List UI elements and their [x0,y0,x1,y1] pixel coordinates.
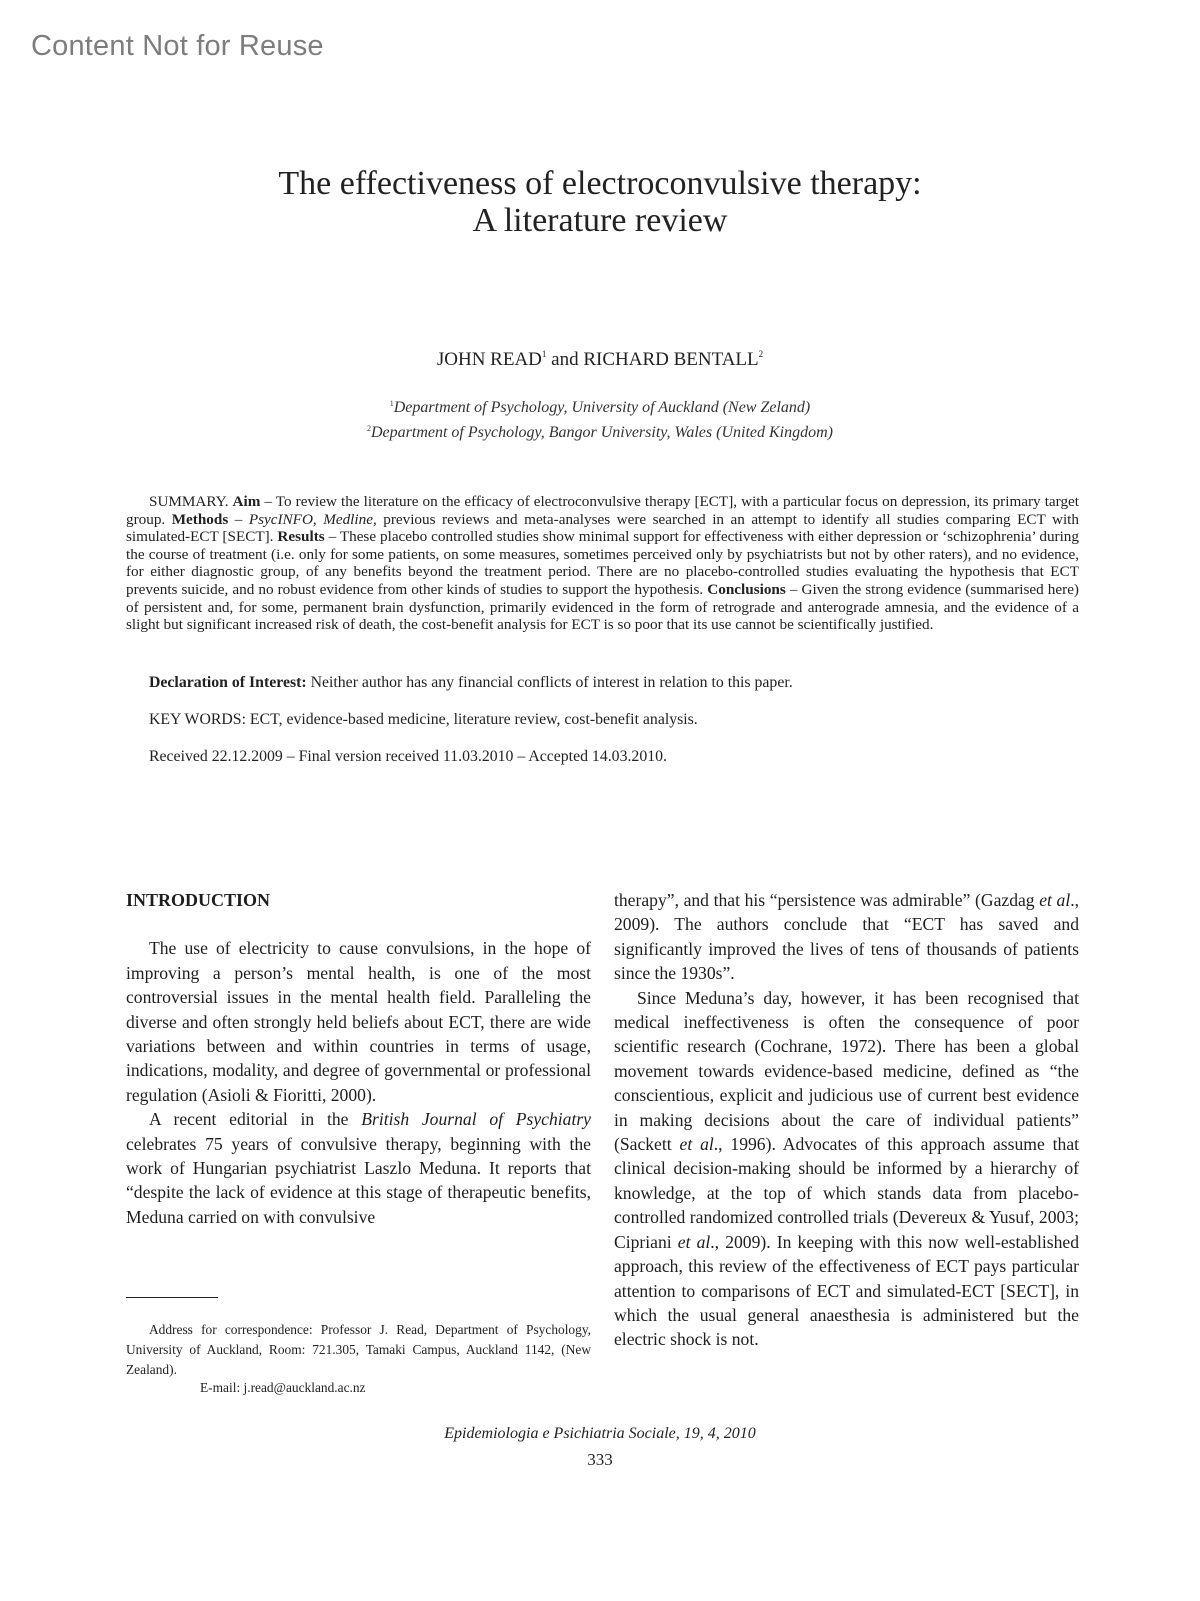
abstract-summary [126,493,1079,634]
intro-r2-etal-2: et al [677,1231,711,1252]
affiliations [0,393,1200,443]
author-line [0,349,1200,371]
keywords: KEY WORDS: ECT, evidence-based medicine, literature review, cost-benefit analysis. [149,711,698,728]
intro-paragraph-2-continued [614,888,1079,986]
summary-methods-dash: – [228,510,249,528]
affiliation-1 [0,393,1200,418]
left-column [126,888,591,1229]
intro-r2-text-a: Since Meduna’s day, however, it has been recognised that medical ineffectiveness is often the consequence of poor scientific research (Cochrane, 1972). There has been a global movement towards evidence-based medicine, defined as “the conscientious, explicit and judicious use of current best evidence in making decisions about the care of individual patients” (Sackett [614,987,1079,1155]
page-number: 333 [587,1450,613,1469]
affiliation-2-mark: 2 [366,424,371,433]
correspondence-address: Address for correspondence: Professor J. Read, Department of Psychology, University of Auckland, Room: 721.305, Tamaki Campus, Auckland 1142, (New Zealand). [126,1322,591,1377]
author-1-mark: 1 [541,349,547,359]
affiliation-1-text: Department of Psychology, University of Auckland (New Zeland) [393,399,811,416]
title-line-1: The effectiveness of electroconvulsive therapy: [278,165,922,202]
intro-r2-text-b: ., 1996). Advocates of this approach assume that clinical decision-making should be informed by a hierarchy of knowledge, at the top of which stands data from placebo-controlled randomized controlled trials (Devereux & Yusuf, 2003; Cipriani [614,1134,1080,1252]
intro-r2-etal-1: et al [679,1134,714,1155]
right-column [614,888,1079,1352]
declaration-label: Declaration of Interest: [149,674,307,691]
footnote-divider [126,1297,218,1298]
intro-paragraph-2 [126,1107,591,1229]
paper-title [0,165,1200,239]
received-dates: Received 22.12.2009 – Final version received 11.03.2010 – Accepted 14.03.2010. [149,748,667,765]
summary-conclusions-label: Conclusions [707,580,786,598]
intro-r1-text-b: ., 2009). The authors conclude that “ECT has saved and significantly improved the lives of tens of thousands of patients since the 1930s”. [614,890,1080,984]
affiliation-2 [0,418,1200,443]
summary-aim-label: Aim [232,493,261,510]
intro-p2-text-a: A recent editorial in the [149,1109,362,1130]
intro-paragraph-1: The use of electricity to cause convulsions, in the hope of improving a person’s mental health, is one of the most controversial issues in the mental health field. Paralleling the diverse and often strongly held beliefs about ECT, there are wide variations between and within countries in terms of usage, indications, modality, and degree of governmental or professional regulation (Asioli & Fioritti, 2000). [126,938,591,1105]
journal-citation: Epidemiologia e Psichiatria Sociale, 19, 4, 2010 [444,1425,756,1442]
summary-conclusions-text: – Given the strong evidence (summarised here) of persistent and, for some, permanent brain dysfunction, primarily evidenced in the form of retrograde and anterograde amnesia, and the evidence of a slight but significant increased risk of death, the cost-benefit analysis for ECT is so poor that its use cannot be scientifically justified. [126,580,1079,634]
author-2-mark: 2 [758,349,764,359]
summary-methods-sources: PsycINFO, Medline [248,510,373,528]
summary-results-text: – These placebo controlled studies show minimal support for effectiveness with either depression or ‘schizophrenia’ during the course of treatment (i.e. only for some patients, on some measures, sometimes perceived only by psychiatrists but not by other raters), and no evidence, for either diagnostic group, of any benefits beyond the treatment period. There are no placebo-controlled studies evaluating the hypothesis that ECT prevents suicide, and no robust evidence from other kinds of studies to support the hypothesis. [126,528,1079,598]
summary-aim-text: – To review the literature on the efficacy of electroconvulsive therapy [ECT], with a particular focus on depression, its primary target group. [126,493,1079,528]
author-conjunction: and [546,349,584,370]
affiliation-2-text: Department of Psychology, Bangor University, Wales (United Kingdom) [370,424,833,441]
summary-methods-text: , previous reviews and meta-analyses were searched in an attempt to identify all studies comparing ECT with simulated-ECT [SECT]. [126,510,1079,546]
summary-lead: SUMMARY. [149,493,233,510]
intro-r2-text-c: ., 2009). In keeping with this now well-established approach, this review of the effectiveness of ECT pays particular attention to comparisons of ECT and simulated-ECT [SECT], in which the usual general anaesthesia is administered but the electric shock is not. [614,1231,1080,1350]
watermark: Content Not for Reuse [31,30,324,62]
author-1: JOHN READ [436,349,542,370]
summary-methods-label: Methods [171,510,229,528]
author-2: RICHARD BENTALL [583,349,759,370]
affiliation-1-mark: 1 [389,399,394,408]
declaration-text: Neither author has any financial conflicts of interest in relation to this paper. [306,674,793,691]
declaration-of-interest [149,674,1079,692]
intro-r1-etal: et al [1039,890,1071,910]
intro-p2-text-b: celebrates 75 years of convulsive therapy, beginning with the work of Hungarian psychiatrist Laszlo Meduna. It reports that “despite the lack of evidence at this stage of therapeutic benefits, Meduna carried on with convulsive [126,1133,591,1227]
intro-p2-journal: British Journal of Psychiatry [361,1109,591,1130]
intro-r1-text-a: therapy”, and that his “persistence was admirable” (Gazdag [614,890,1040,910]
intro-paragraph-3 [614,986,1079,1352]
correspondence-email: E-mail: j.read@auckland.ac.nz [200,1380,366,1395]
title-line-2: A literature review [472,202,728,239]
section-heading-introduction: INTRODUCTION [126,890,271,910]
summary-results-label: Results [277,528,325,546]
